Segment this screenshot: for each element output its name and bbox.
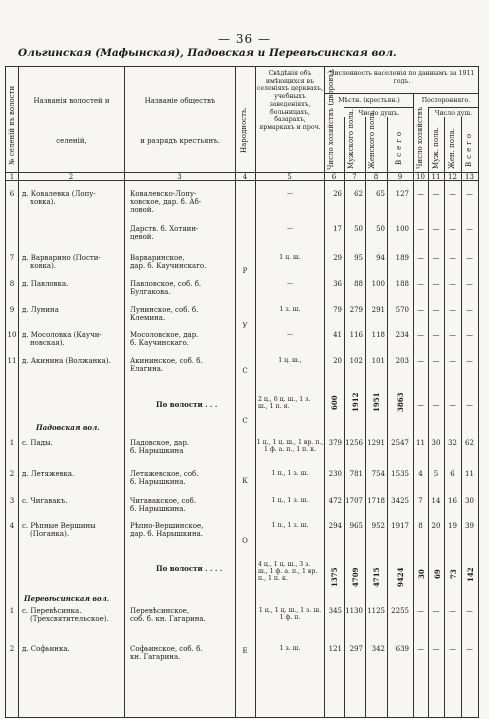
header-num: № селеній въ волости — [8, 85, 16, 165]
village-name: с. Пады. — [22, 439, 53, 447]
village-name: д. Павловка. — [22, 280, 69, 288]
col-divider — [324, 67, 325, 717]
village-name: с. Чигавакъ. — [22, 497, 68, 505]
households-value: 41 — [333, 331, 342, 339]
total-value: 1535 — [391, 470, 409, 478]
society-name-cont: Елагина. — [130, 365, 164, 373]
header-souls2: Число душ. — [434, 110, 473, 117]
society-name: Варваринское, — [130, 254, 185, 262]
total-value: 639 — [395, 645, 409, 653]
section-heading: Падовская вол. — [36, 423, 100, 432]
society-name-cont: цевой. — [130, 233, 154, 241]
households2-value: — — [417, 225, 424, 233]
row-number: 8 — [9, 280, 15, 288]
header-society-1: Названіе обществъ — [144, 97, 216, 105]
society-name-cont: б. Нарышкина. — [130, 505, 186, 513]
male-value: 95 — [354, 254, 363, 262]
col-divider — [18, 67, 19, 717]
village-name: д. Варварино (Пости- — [22, 254, 101, 262]
total2-value: 30 — [465, 497, 474, 505]
society-name: Павловское, соб. б. — [130, 280, 202, 288]
nation-letter: У — [242, 322, 248, 330]
facilities-info: 1 ц. ш. — [279, 254, 301, 261]
female-value: 100 — [371, 280, 385, 288]
facilities-info: 1 ц., 1 ц. ш., 1 з. ш. 1 ф. п. — [258, 607, 322, 621]
female-value: 50 — [376, 225, 385, 233]
colnum: 1 — [9, 173, 15, 181]
header-village-1: Названія волостей и — [33, 97, 110, 105]
society-name: Софьинское, соб. б. — [130, 645, 203, 653]
header-total: Всего — [395, 128, 403, 165]
female-value: 1125 — [367, 607, 385, 615]
male2-value: — — [432, 357, 440, 365]
row-number: 2 — [9, 470, 15, 478]
total-male: 4709 — [351, 567, 360, 587]
households-value: 121 — [328, 645, 342, 653]
total-households: 600 — [330, 395, 339, 410]
total-male2: — — [432, 401, 440, 409]
total-female2: — — [449, 401, 456, 409]
households-value: 26 — [333, 190, 342, 198]
facilities-info: 1 ц., 1 ц. ш., 1 вр. п., 1 ф. а. п., 1 п. к. — [256, 439, 324, 453]
total-value: 234 — [395, 331, 409, 339]
header-total2: Всего — [465, 130, 473, 167]
male2-value: — — [432, 607, 440, 615]
female2-value: — — [449, 306, 456, 314]
total-households2: — — [417, 401, 424, 409]
male-value: 88 — [354, 280, 363, 288]
total-female: 1951 — [372, 392, 381, 412]
total-female2: 73 — [449, 569, 458, 579]
households-value: 20 — [333, 357, 342, 365]
total-value: 570 — [395, 306, 409, 314]
female2-value: 32 — [448, 439, 457, 447]
col-divider — [428, 107, 429, 717]
facilities-info: — — [286, 225, 294, 232]
households2-value: 11 — [416, 439, 425, 447]
male-value: 102 — [349, 357, 363, 365]
total-value: 3425 — [391, 497, 409, 505]
header-female: Женского пола. — [368, 109, 376, 169]
colnum: 3 — [177, 173, 182, 181]
total-value: 2255 — [391, 607, 409, 615]
female-value: 342 — [371, 645, 385, 653]
header-village-2: селеній, — [56, 137, 87, 145]
total2-value: — — [466, 280, 473, 288]
facilities-info: 1 ц., 1 з. ш. — [271, 497, 309, 504]
statistics-table — [5, 66, 479, 718]
households-value: 29 — [333, 254, 342, 262]
total2-value: — — [466, 306, 473, 314]
header-nation: Народность. — [240, 107, 248, 153]
female2-value: — — [449, 607, 456, 615]
row-number: 4 — [9, 522, 15, 530]
male2-value: 30 — [431, 439, 441, 447]
households2-value: 8 — [418, 522, 423, 530]
households2-value: — — [417, 280, 424, 288]
village-name: д. Лунина — [22, 306, 59, 314]
total-households: 1375 — [330, 567, 339, 587]
total2-value: — — [466, 331, 473, 339]
row-number: 3 — [9, 497, 15, 505]
society-name-cont: ловой. — [130, 206, 154, 214]
col-divider — [387, 117, 388, 717]
male-value: 297 — [349, 645, 363, 653]
male-value: 116 — [349, 331, 363, 339]
male2-value: 20 — [431, 522, 441, 530]
colnum: 7 — [352, 173, 357, 181]
male2-value: — — [432, 280, 440, 288]
village-name-cont: новская). — [30, 339, 65, 347]
households-value: 472 — [328, 497, 342, 505]
households2-value: — — [417, 645, 424, 653]
female-value: 65 — [376, 190, 385, 198]
col-divider — [124, 67, 125, 717]
households-value: 345 — [328, 607, 342, 615]
female2-value: 19 — [448, 522, 457, 530]
village-name-cont: (Поганка). — [30, 530, 70, 538]
row-number: 10 — [7, 331, 17, 339]
total-all2: 142 — [466, 567, 475, 582]
village-name: д. Летяжевка. — [22, 470, 75, 478]
society-name: Мосоловское, дар. — [130, 331, 199, 339]
total2-value: — — [466, 357, 473, 365]
society-name-cont: Булгакова. — [130, 288, 171, 296]
total-male: 1912 — [351, 392, 360, 412]
total-label: По волости . . . — [156, 400, 218, 409]
village-name: д. Мосоловка (Каучи- — [22, 331, 102, 339]
households2-value: — — [417, 607, 424, 615]
households2-value: — — [417, 254, 424, 262]
nation-letter: С — [242, 417, 248, 425]
total2-value: — — [466, 225, 473, 233]
total2-value: 62 — [465, 439, 474, 447]
female-value: 291 — [371, 306, 385, 314]
header-households: Число хозяйствъ (дворовъ). — [327, 68, 335, 170]
total2-value: 11 — [465, 470, 474, 478]
society-name: Летяжевское, соб. — [130, 470, 199, 478]
female2-value: — — [449, 331, 456, 339]
header-male2: Муж. пола. — [432, 127, 440, 169]
nation-letter: С — [242, 367, 248, 375]
society-name-cont: соб. б. кн. Гагарина. — [130, 615, 206, 623]
total-all: 3863 — [396, 392, 405, 412]
female-value: 1718 — [367, 497, 385, 505]
households2-value: 4 — [418, 470, 423, 478]
village-name: д. Ковалевка (Лопу- — [22, 190, 96, 198]
nation-letter: Р — [242, 267, 248, 275]
female2-value: — — [449, 225, 456, 233]
male2-value: — — [432, 254, 440, 262]
colnum: 9 — [397, 173, 403, 181]
total2-value: — — [466, 607, 473, 615]
row-number: 9 — [9, 306, 15, 314]
village-name: д. Акинина (Волжанка). — [22, 357, 111, 365]
total-value: 189 — [395, 254, 409, 262]
male2-value: 14 — [431, 497, 441, 505]
village-name-cont: ковка). — [30, 262, 57, 270]
colnum: 4 — [242, 173, 248, 181]
row-number: 11 — [7, 357, 17, 365]
colnum: 11 — [431, 173, 441, 181]
colnum: 2 — [68, 173, 74, 181]
total-label: По волости . . . . — [156, 564, 223, 573]
society-name: Ковалевско-Лопу- — [130, 190, 197, 198]
header-local: Мѣстн. (крестьян.) — [338, 97, 400, 104]
male-value: 1707 — [345, 497, 363, 505]
male-value: 50 — [354, 225, 363, 233]
header-info: Свѣдѣнія объ имѣющихся въ селеніяхъ церквахъ, учебныхъ заведеніяхъ, больницахъ, базарахъ, ярмаркахъ и проч. — [256, 70, 324, 131]
female2-value: 16 — [448, 497, 457, 505]
colnum: 12 — [448, 173, 457, 181]
total-value: 100 — [395, 225, 409, 233]
society-name-cont: дар. б. Каучинскаго. — [130, 262, 207, 270]
village-name-cont: (Трехсвятительское). — [30, 615, 109, 623]
female-value: 754 — [371, 470, 385, 478]
households-value: 294 — [328, 522, 342, 530]
households2-value: 7 — [418, 497, 423, 505]
village-name: с. Рѣпные Вершины — [22, 522, 96, 530]
female2-value: — — [449, 645, 456, 653]
total-info: 2 ц., 6 ц. ш., 1 з. ш., 1 п. я. — [258, 396, 311, 410]
female-value: 101 — [371, 357, 385, 365]
total-value: 127 — [395, 190, 409, 198]
society-name-cont: ховское, дар. б. Аб- — [130, 198, 202, 206]
village-name: с. Перевѣсинка. — [22, 607, 82, 615]
header-male: Мужского пола. — [347, 108, 355, 169]
male-value: 279 — [349, 306, 363, 314]
society-name-cont: кн. Гагарина. — [130, 653, 181, 661]
male2-value: — — [432, 190, 440, 198]
colnum: 6 — [331, 173, 337, 181]
header-households2: Число хозяйствъ — [416, 106, 424, 169]
col-divider — [461, 117, 462, 717]
male2-value: — — [432, 306, 440, 314]
header-divider — [324, 93, 478, 94]
row-number: 1 — [9, 607, 15, 615]
households-value: 379 — [328, 439, 342, 447]
society-name-cont: б. Нарышкина. — [130, 478, 186, 486]
nation-letter: Е — [242, 647, 248, 655]
total-value: 203 — [395, 357, 409, 365]
society-name-cont: б. Нарышкина — [130, 447, 184, 455]
facilities-info: — — [286, 280, 294, 287]
col-divider — [444, 117, 445, 717]
total-value: 2547 — [391, 439, 409, 447]
households2-value: — — [417, 306, 424, 314]
colnum: 5 — [287, 173, 292, 181]
total2-value: — — [466, 645, 473, 653]
header-female2: Жен. пола. — [448, 128, 456, 169]
total-info: 4 ц., 1 ц. ш., 3 з. ш., 1 ф. а. п., 1 вр. п., 1 п. к. — [258, 561, 318, 582]
society-name: Рѣпно-Вершинское, — [130, 522, 204, 530]
facilities-info: 1 п., 1 з. ш. — [271, 470, 309, 477]
village-name: д. Софьинка. — [22, 645, 70, 653]
facilities-info: — — [286, 190, 294, 197]
total-all: 9424 — [396, 567, 405, 587]
facilities-info: 1 з. ш. — [279, 645, 301, 652]
society-name: Падовское, дар. — [130, 439, 190, 447]
society-name-cont: дар. б. Нарышкина. — [130, 530, 204, 538]
page-number: — 36 — — [218, 32, 271, 46]
facilities-info: 1 ц. ш., — [278, 357, 302, 364]
female2-value: — — [449, 357, 456, 365]
total-female: 4715 — [372, 567, 381, 587]
section-heading: Перевѣсинская вол. — [24, 594, 110, 603]
households2-value: — — [417, 357, 424, 365]
nation-letter: К — [242, 477, 248, 485]
total2-value: — — [466, 254, 473, 262]
nation-letter: О — [242, 537, 248, 545]
total-value: 1917 — [391, 522, 409, 530]
facilities-info: — — [286, 331, 294, 338]
society-name: Лунинское, соб. б. — [130, 306, 199, 314]
society-name: Дарств. б. Хотяин- — [130, 225, 199, 233]
households-value: 17 — [333, 225, 342, 233]
female-value: 94 — [376, 254, 385, 262]
row-number: 6 — [9, 190, 15, 198]
society-name: Перевѣсинское, — [130, 607, 190, 615]
male2-value: — — [432, 645, 440, 653]
households-value: 36 — [333, 280, 342, 288]
col-divider — [235, 67, 236, 717]
header-divider — [344, 107, 413, 108]
female2-value: 6 — [450, 470, 455, 478]
female-value: 118 — [371, 331, 385, 339]
facilities-info: 1 п., 1 з. ш. — [271, 522, 309, 529]
facilities-info: 1 з. ш. — [279, 306, 301, 313]
female2-value: — — [449, 254, 456, 262]
page-title: Ольгинская (Мафынская), Падовская и Перевѣсинская вол. — [18, 47, 397, 59]
male-value: 62 — [354, 190, 363, 198]
total-male2: 69 — [433, 569, 442, 579]
male-value: 1130 — [345, 607, 363, 615]
total-households2: 30 — [417, 569, 426, 579]
female2-value: — — [449, 190, 456, 198]
male-value: 1256 — [345, 439, 363, 447]
male2-value: — — [432, 331, 440, 339]
male-value: 781 — [349, 470, 363, 478]
total-all2: — — [466, 401, 473, 409]
male2-value: — — [432, 225, 440, 233]
male-value: 965 — [349, 522, 363, 530]
society-name: Акининское, соб. б. — [130, 357, 203, 365]
row-number: 7 — [9, 254, 15, 262]
row-number: 2 — [9, 645, 15, 653]
total-value: 188 — [395, 280, 409, 288]
society-name-cont: Клемина. — [130, 314, 166, 322]
header-souls: Число душъ. — [358, 110, 400, 117]
col-divider — [365, 117, 366, 717]
households2-value: — — [417, 331, 424, 339]
col-divider — [344, 117, 345, 717]
row-number: 1 — [9, 439, 15, 447]
total2-value: — — [466, 190, 473, 198]
colnum: 8 — [373, 173, 379, 181]
households-value: 79 — [333, 306, 342, 314]
households-value: 230 — [328, 470, 342, 478]
village-name-cont: ховка). — [30, 198, 56, 206]
header-outside: Посторонняго. — [421, 97, 471, 104]
colnum: 10 — [416, 173, 425, 181]
male2-value: 5 — [433, 470, 439, 478]
society-name: Чигавакское, соб. — [130, 497, 197, 505]
header-society-2: и разрядъ крестьянъ. — [140, 137, 220, 145]
households2-value: — — [417, 190, 424, 198]
female-value: 952 — [371, 522, 385, 530]
female-value: 1291 — [367, 439, 385, 447]
header-population: Численность населенія по даннымъ за 1911 годъ. — [329, 70, 475, 85]
header-divider — [428, 107, 478, 108]
total2-value: 39 — [465, 522, 474, 530]
colnum: 13 — [465, 173, 474, 181]
society-name-cont: б. Каучинскаго. — [130, 339, 189, 347]
female2-value: — — [449, 280, 456, 288]
